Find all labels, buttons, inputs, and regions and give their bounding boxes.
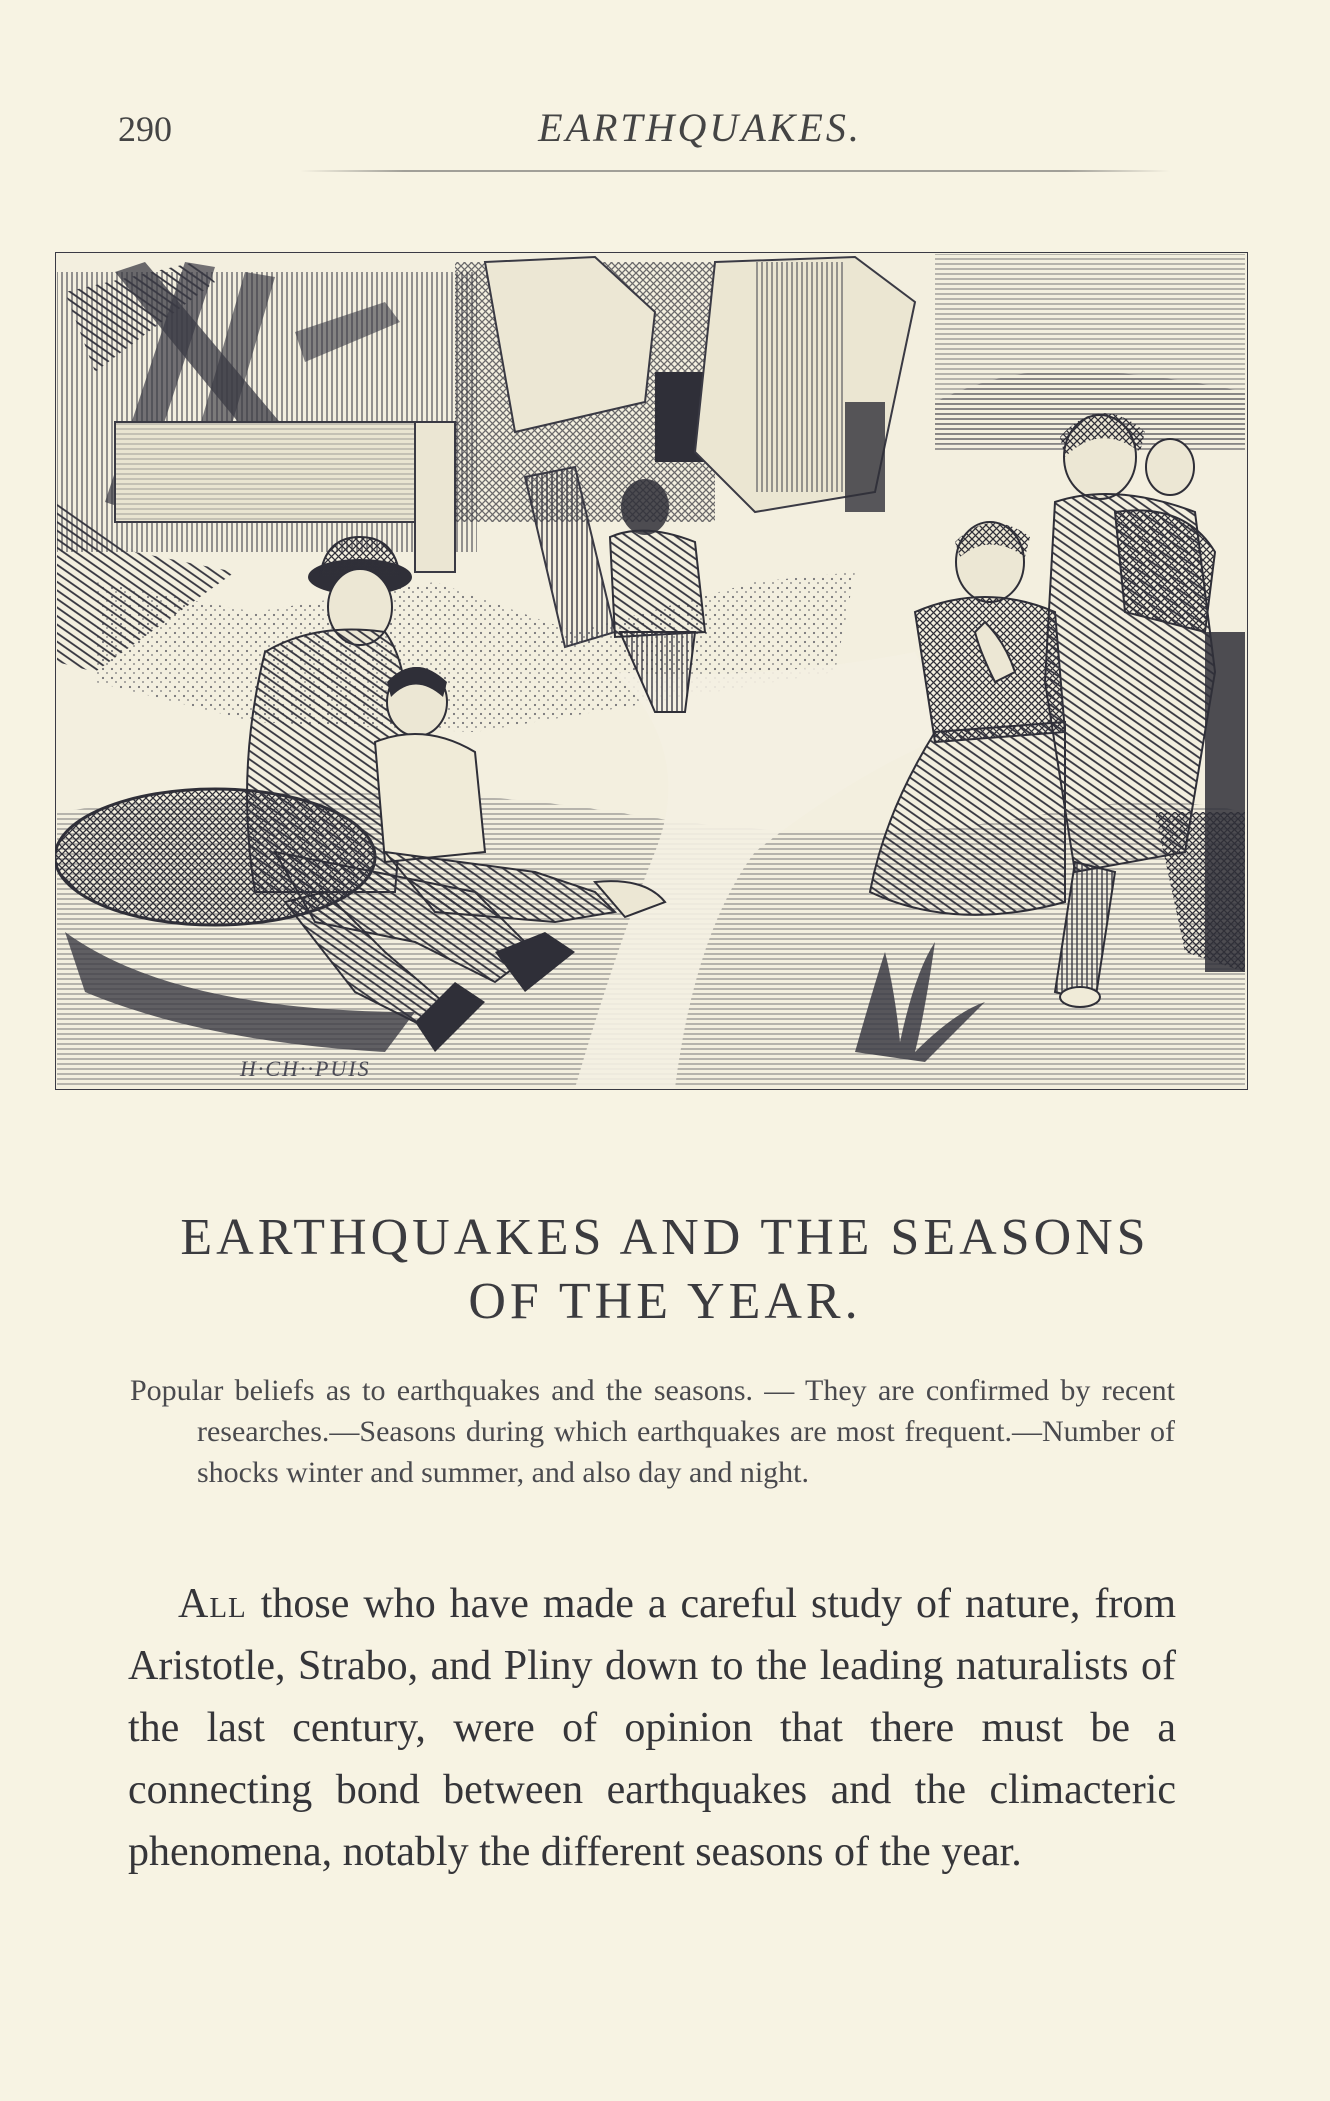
synopsis-text: Popular beliefs as to earthquakes and the seasons. — They are confirmed by recent researches.—Seasons during which earthquakes are most frequent.—Number of shocks winter and summer, and also day and night. [130,1374,1175,1489]
chapter-synopsis [130,1370,1175,1493]
lead-in-word: All [178,1581,247,1627]
chapter-title [110,1206,1220,1334]
engraving-illustration [55,252,1248,1090]
page-number: 290 [118,109,172,149]
header-rule [300,170,1170,172]
chapter-title-line-1: EARTHQUAKES AND THE SEASONS [180,1209,1150,1266]
engraver-signature: H·CH··PUIS [240,1056,371,1081]
paragraph-text: those who have made a careful study of nature, from Aristotle, Strabo, and Pliny down to the leading naturalists of the last century, were of opinion that there must be a connecting bond between earthquakes and the climacteric phenomena, notably the different seasons of the year. [128,1581,1176,1875]
body-paragraph [128,1573,1176,1883]
running-head: EARTHQUAKES. [538,105,862,150]
chapter-title-line-2: OF THE YEAR. [468,1273,862,1330]
body-text [128,1573,1176,1883]
